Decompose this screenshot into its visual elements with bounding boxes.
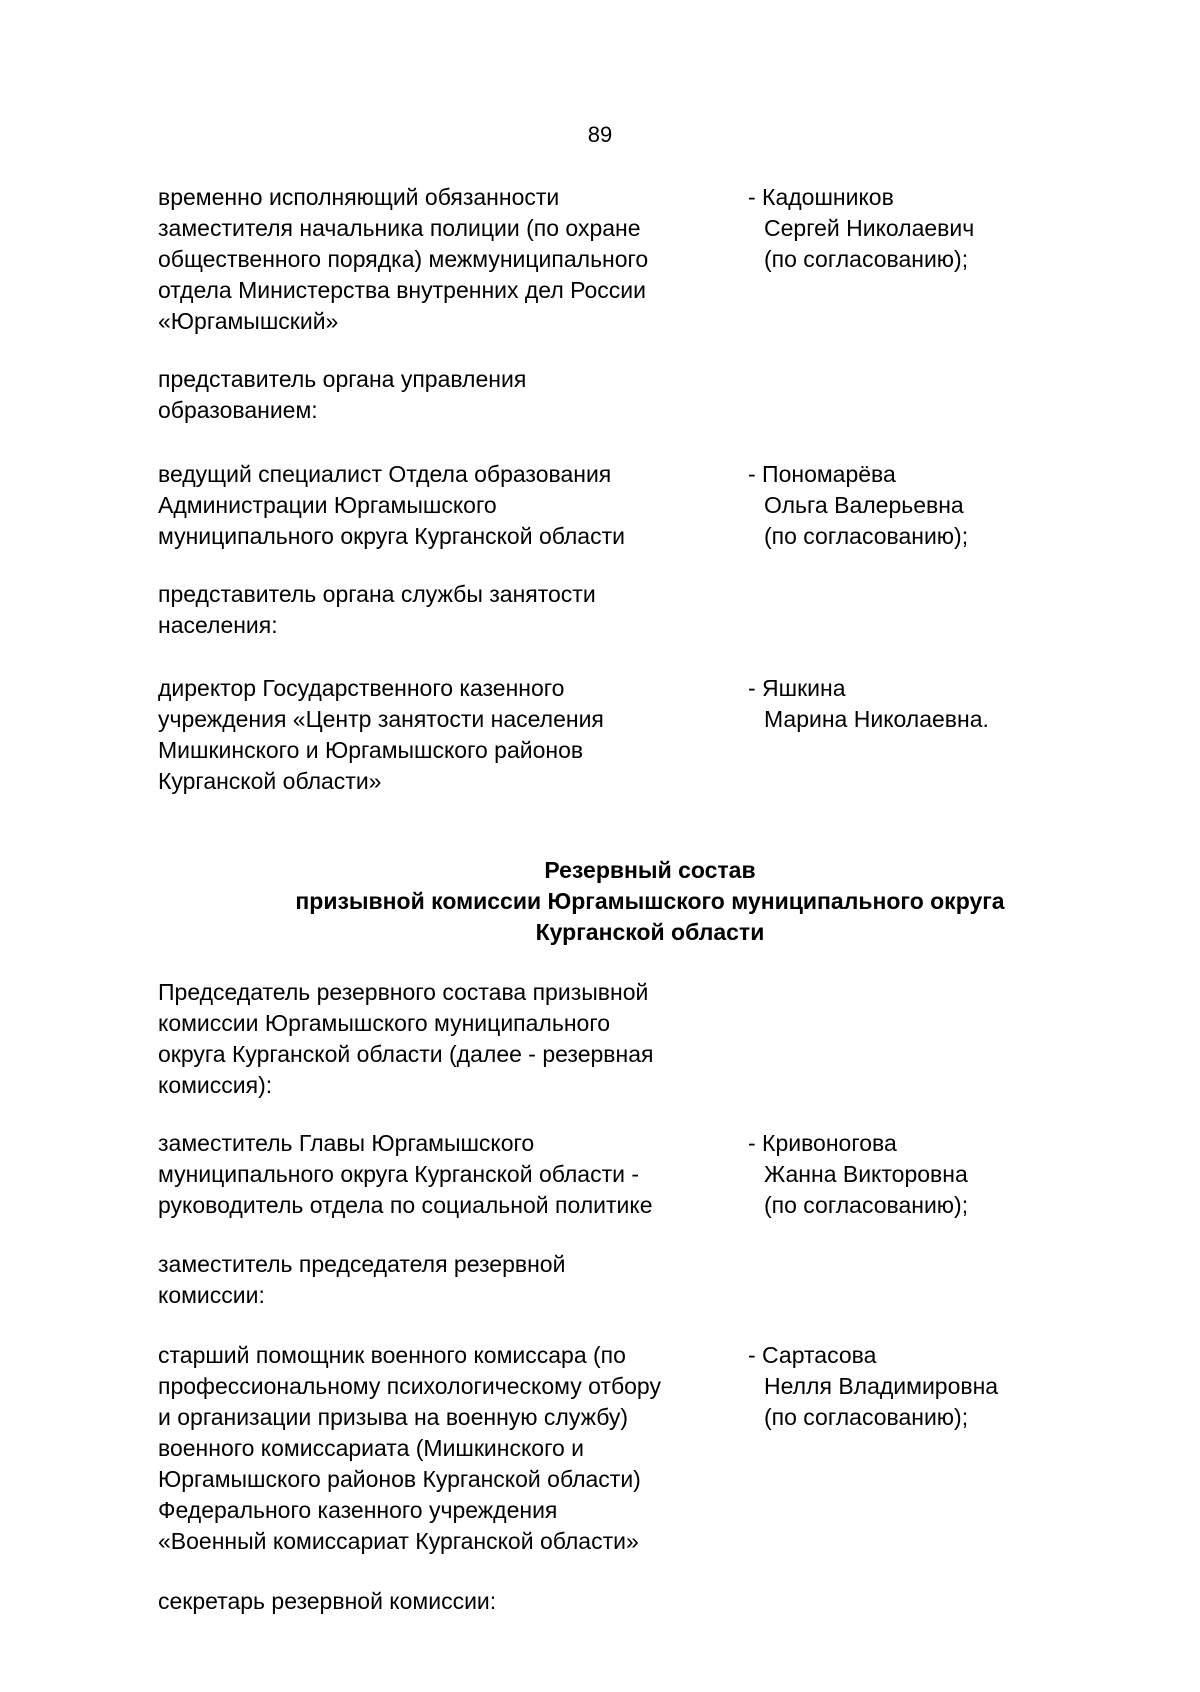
- member-role: [158, 1249, 738, 1311]
- member-role: [158, 182, 738, 337]
- role-line: муниципального округа Курганской области -: [158, 1161, 640, 1187]
- role-line: заместителя начальника полиции (по охране: [158, 215, 641, 241]
- page-number: 89: [587, 122, 613, 147]
- member-role: [158, 1340, 738, 1557]
- name-line: Сергей Николаевич: [764, 215, 975, 241]
- name-line: (по согласованию);: [764, 523, 969, 549]
- member-name: [748, 182, 1048, 275]
- role-line: Курганской области»: [158, 768, 382, 794]
- role-line: образованием:: [158, 397, 318, 423]
- section-heading: [0, 855, 1200, 948]
- member-role: [158, 673, 738, 797]
- role-line: профессиональному психологическому отбору: [158, 1373, 661, 1399]
- role-line: старший помощник военного комиссара (по: [158, 1342, 626, 1368]
- member-entry: [158, 1249, 738, 1311]
- role-line: временно исполняющий обязанности: [158, 184, 560, 210]
- member-entry: [158, 673, 989, 797]
- member-entry: [158, 579, 738, 641]
- role-line: общественного порядка) межмуниципального: [158, 246, 649, 272]
- heading-line: Резервный состав: [544, 857, 756, 883]
- member-entry: [158, 459, 969, 552]
- role-line: секретарь резервной комиссии:: [158, 1588, 497, 1614]
- member-entry: [158, 1128, 969, 1221]
- role-line: «Военный комиссариат Курганской области»: [158, 1528, 639, 1554]
- role-line: «Юргамышский»: [158, 308, 339, 334]
- role-line: Федерального казенного учреждения: [158, 1497, 558, 1523]
- role-line: ведущий специалист Отдела образования: [158, 461, 612, 487]
- name-line: Нелля Владимировна: [764, 1373, 999, 1399]
- role-line: комиссии:: [158, 1282, 265, 1308]
- role-line: Мишкинского и Юргамышского районов: [158, 737, 584, 763]
- role-line: комиссии Юргамышского муниципального: [158, 1010, 610, 1036]
- member-name: [748, 673, 1048, 735]
- member-role: [158, 364, 738, 426]
- role-line: руководитель отдела по социальной политике: [158, 1192, 653, 1218]
- heading-line: призывной комиссии Юргамышского муниципального округа: [295, 888, 1005, 914]
- role-line: комиссия):: [158, 1072, 273, 1098]
- name-line: (по согласованию);: [764, 1192, 969, 1218]
- name-line: - Пономарёва: [748, 461, 896, 487]
- role-line: заместитель Главы Юргамышского: [158, 1130, 535, 1156]
- role-line: военного комиссариата (Мишкинского и: [158, 1435, 585, 1461]
- role-line: и организации призыва на военную службу): [158, 1404, 629, 1430]
- name-line: Марина Николаевна.: [764, 706, 989, 732]
- name-line: - Сартасова: [748, 1342, 877, 1368]
- member-role: [158, 579, 738, 641]
- role-line: Администрации Юргамышского: [158, 492, 497, 518]
- member-entry: [158, 1340, 999, 1557]
- member-role: [158, 459, 738, 552]
- member-entry: [158, 182, 975, 337]
- name-line: - Яшкина: [748, 675, 846, 701]
- role-line: отдела Министерства внутренних дел России: [158, 277, 646, 303]
- role-line: Юргамышского районов Курганской области): [158, 1466, 641, 1492]
- role-line: представитель органа службы занятости: [158, 581, 596, 607]
- name-line: - Кривоногова: [748, 1130, 897, 1156]
- member-entry: [158, 977, 738, 1101]
- member-role: [158, 1128, 738, 1221]
- role-line: муниципального округа Курганской области: [158, 523, 625, 549]
- member-entry: [158, 364, 738, 426]
- name-line: Жанна Викторовна: [764, 1161, 968, 1187]
- member-name: [748, 459, 1048, 552]
- role-line: представитель органа управления: [158, 366, 527, 392]
- name-line: (по согласованию);: [764, 1404, 969, 1430]
- role-line: населения:: [158, 612, 278, 638]
- member-role: [158, 977, 738, 1101]
- name-line: - Кадошников: [748, 184, 894, 210]
- heading-line: Курганской области: [535, 919, 765, 945]
- name-line: Ольга Валерьевна: [764, 492, 964, 518]
- member-name: [748, 1128, 1048, 1221]
- member-name: [748, 1340, 1048, 1433]
- member-entry: [158, 1586, 738, 1617]
- role-line: заместитель председателя резервной: [158, 1251, 566, 1277]
- role-line: округа Курганской области (далее - резервная: [158, 1041, 654, 1067]
- role-line: директор Государственного казенного: [158, 675, 565, 701]
- name-line: (по согласованию);: [764, 246, 969, 272]
- role-line: учреждения «Центр занятости населения: [158, 706, 604, 732]
- role-line: Председатель резервного состава призывной: [158, 979, 649, 1005]
- member-role: [158, 1586, 738, 1617]
